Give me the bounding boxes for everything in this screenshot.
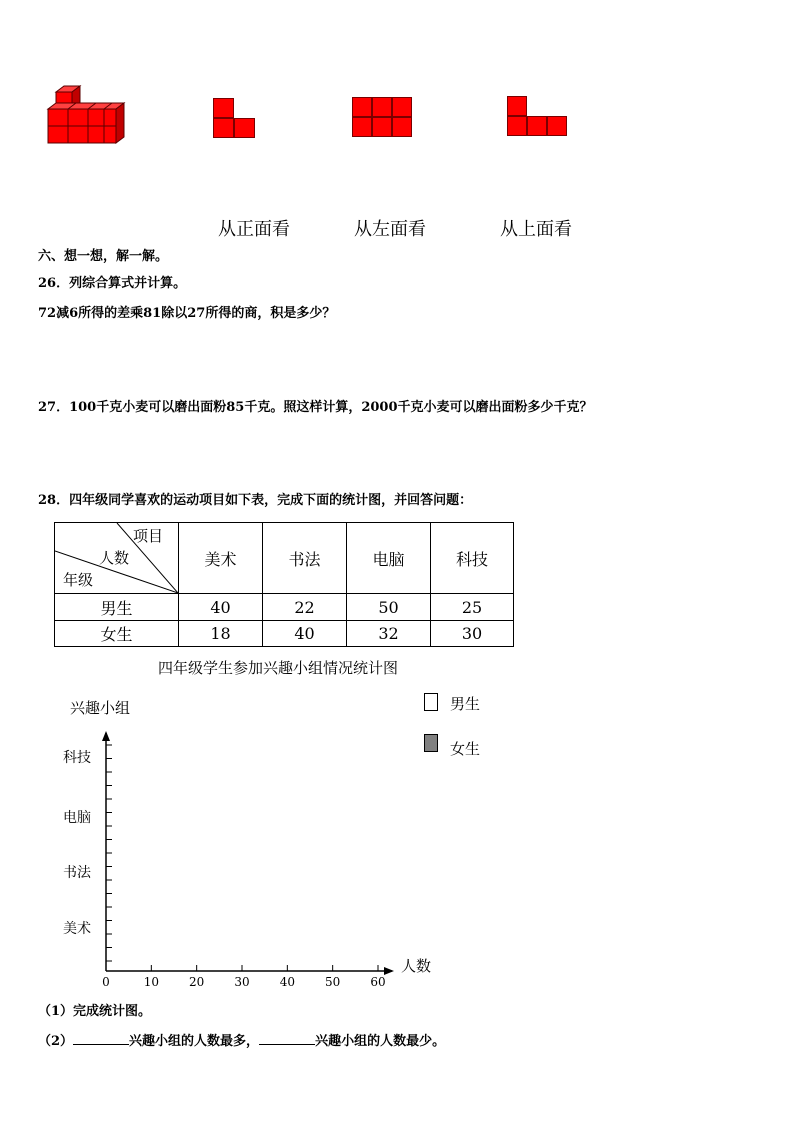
column-header: 美术 (179, 523, 263, 594)
left-view-label: 从左面看 (354, 219, 426, 240)
chart-title: 四年级学生参加兴趣小组情况统计图 (158, 659, 399, 677)
sub2-mid: 兴趣小组的人数最多， (129, 1034, 260, 1049)
table-cell: 40 (263, 621, 347, 647)
column-header: 电脑 (347, 523, 431, 594)
legend-boy-swatch (424, 693, 438, 711)
table-cell: 30 (431, 621, 514, 647)
legend-boy-label: 男生 (450, 695, 481, 713)
sub2-line (38, 1030, 445, 1049)
chart-ylabel: 兴趣小组 (70, 699, 131, 717)
x-tick-label: 60 (370, 975, 386, 989)
section-heading: 六、想一想，解一解。 (38, 249, 169, 264)
table-cell: 25 (431, 594, 514, 621)
front-view-label: 从正面看 (218, 219, 290, 240)
q28-text: 28．四年级同学喜欢的运动项目如下表，完成下面的统计图，并回答问题： (38, 493, 473, 508)
header-item-label: 项目 (133, 527, 164, 545)
cube-solid-figure (44, 84, 128, 148)
x-tick-label: 30 (234, 975, 250, 989)
row-label: 女生 (55, 621, 179, 647)
x-tick-label: 10 (143, 975, 159, 989)
table-header-diagonal-cell (55, 523, 179, 594)
x-tick-label: 40 (279, 975, 295, 989)
q26-title: 26．列综合算式并计算。 (38, 276, 187, 291)
q26-text: 72减6所得的差乘81除以27所得的商，积是多少？ (38, 306, 336, 321)
column-header: 科技 (431, 523, 514, 594)
category-label: 科技 (63, 750, 91, 766)
q27-text: 27．100千克小麦可以磨出面粉85千克。照这样计算，2000千克小麦可以磨出面粉多少千克？ (38, 400, 593, 415)
y-axis-arrow (102, 731, 110, 741)
x-tick-label: 50 (325, 975, 341, 989)
sub2-prefix: （2） (38, 1034, 74, 1049)
legend-girl-swatch (424, 734, 438, 752)
table-cell: 18 (179, 621, 263, 647)
header-count-label: 人数 (99, 549, 130, 567)
table-cell: 32 (347, 621, 431, 647)
table-cell: 22 (263, 594, 347, 621)
table-cell: 40 (179, 594, 263, 621)
answer-blank-most[interactable] (73, 1032, 129, 1045)
legend-girl-label: 女生 (450, 740, 481, 758)
x-axis-arrow (384, 967, 394, 975)
x-tick-label: 0 (102, 975, 110, 989)
table-row (55, 621, 514, 647)
table-cell: 50 (347, 594, 431, 621)
sub1-text: （1）完成统计图。 (38, 1004, 152, 1019)
sub2-end: 兴趣小组的人数最少。 (315, 1034, 446, 1049)
chart-xlabel: 人数 (401, 957, 432, 975)
category-label: 电脑 (63, 810, 91, 826)
table-row (55, 594, 514, 621)
category-label: 美术 (63, 921, 91, 937)
category-label: 书法 (63, 865, 91, 881)
x-tick-label: 20 (189, 975, 205, 989)
top-view-label: 从上面看 (500, 219, 572, 240)
stats-table (54, 522, 514, 647)
column-header: 书法 (263, 523, 347, 594)
row-label: 男生 (55, 594, 179, 621)
header-grade-label: 年级 (63, 571, 94, 589)
answer-blank-least[interactable] (259, 1032, 315, 1045)
